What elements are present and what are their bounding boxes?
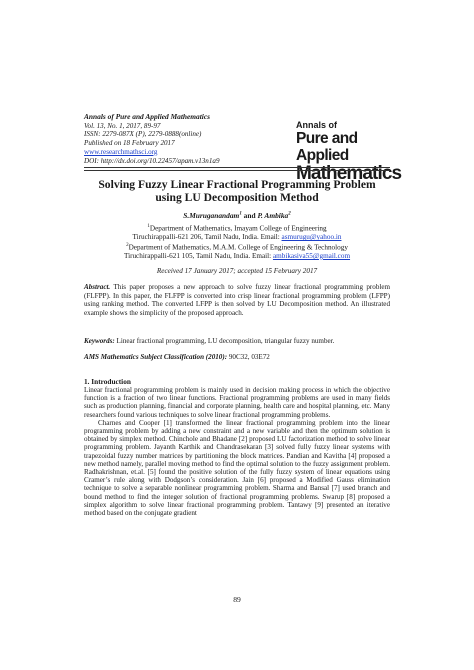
- logo-line-1: Annals of: [296, 120, 338, 130]
- affil-1-line-2: Tiruchirappalli-621 206, Tamil Nadu, India. Email:: [132, 233, 282, 242]
- paragraph: Charnes and Cooper [1] transformed the linear fractional programming problem into the linear programming problem by adding a new constraint and a new variable and then the optimum solution is obtained by simplex method. Chinchole and Bhadane [2] proposed LU factorization method to solve linear programming problem. Jayanth Karthik and Chandrasekaran [3] solved fully fuzzy linear systems with trapezoidal fuzzy number matrices by partitioning the block matrices. Pandian and Kavitha [4] proposed a new method namely, parallel moving method to find the optimal solution to the fuzzy assignment problem. Radhakrishnan, et.al. [5] found the positive solution of the fully fuzzy system of linear equations using Cramer’s rule along with Dodgson’s consideration. Jain [6] proposed a Modified Gauss elimination technique to solve a separable nonlinear programming problem. Sharma and Bansal [7] used branch and bound method to find the integer solution of fractional programming problems. Swarup [8] proposed a simplex algorithm to solve linear fractional programming problem. Tantawy [9] presented an iterative method based on the conjugate gradient: [84, 418, 390, 518]
- doi-line[interactable]: DOI: http://dx.doi.org/10.22457/apam.v13n1a9: [84, 156, 220, 165]
- affil-1-line-1: Department of Mathematics, Imayam College of Engineering: [149, 224, 327, 233]
- received-dates: Received 17 January 2017; accepted 15 February 2017: [156, 267, 318, 275]
- journal-issn: ISSN: 2279-087X (P), 2279-0888(online): [84, 130, 202, 139]
- ams-classification: [84, 353, 390, 362]
- author-line: [60, 211, 414, 220]
- affil-2-sup: 2: [126, 242, 129, 248]
- journal-logo: [296, 120, 402, 184]
- paper-title: [60, 178, 414, 205]
- ams-label: AMS Mathematics Subject Classification (2010):: [84, 353, 228, 361]
- header-rule: [84, 167, 390, 168]
- paragraph: Linear fractional programming problem is mainly used in decision making process in which the objective function is a fraction of two linear functions. Fractional programming problems are used in many fields such as production planning, financial and corporate planning, health care and hospital planning, etc. Many researchers found various techniques to solve linear fractional programming problems.: [84, 386, 390, 419]
- affil-2-line-2: Tiruchirappalli-621 105, Tamil Nadu, India. Email:: [123, 251, 273, 260]
- journal-volume: Vol. 13, No. 1, 2017, 89-97: [84, 121, 161, 130]
- page-number: 89: [233, 595, 241, 604]
- abstract-label: Abstract.: [84, 283, 111, 291]
- title-line-1: Solving Fuzzy Linear Fractional Programming Problem: [98, 178, 376, 191]
- affil-2-line-1: Department of Mathematics, M.A.M. College of Engineering & Technology: [128, 243, 348, 252]
- author-and: and: [241, 211, 258, 220]
- abstract-text: This paper proposes a new approach to solve fuzzy linear fractional programming problem (FLFPP). In this paper, the FLFPP is converted into crisp linear fractional programming problem (LFPP) using ranking method. The converted LFPP is then solved by LU Decomposition method. An illustrated example shows the simplicity of the proposed approach.: [84, 283, 390, 318]
- journal-header: [84, 113, 294, 165]
- logo-line-3: Mathematics: [296, 163, 402, 184]
- title-line-2: using LU Decomposition Method: [155, 191, 319, 205]
- author-1: S.Muruganandam: [183, 211, 240, 220]
- affil-1-sup: 1: [147, 224, 150, 229]
- section-heading: 1. Introduction: [84, 377, 131, 386]
- introduction-body: [84, 386, 390, 517]
- keywords-text: Linear fractional programming, LU decomposition, triangular fuzzy number.: [114, 337, 335, 345]
- keywords: [84, 337, 390, 346]
- journal-website-link[interactable]: www.researchmathsci.org: [84, 147, 158, 156]
- abstract: [84, 283, 390, 318]
- keywords-label: Keywords:: [84, 337, 115, 345]
- email-link-2[interactable]: ambikasiva55@gmail.com: [272, 251, 351, 260]
- ams-text: 90C32, 03E72: [227, 353, 270, 361]
- author-2: P. Ambika: [257, 211, 289, 220]
- author-1-sup: 1: [239, 211, 242, 217]
- email-link-1[interactable]: asmurugu@yahoo.in: [281, 233, 342, 242]
- journal-name: Annals of Pure and Applied Mathematics: [84, 112, 210, 121]
- logo-line-2: Pure and Applied: [296, 130, 358, 164]
- affiliations: [84, 223, 390, 261]
- header-rule-thin: [84, 170, 390, 171]
- author-2-sup: 2: [288, 211, 291, 217]
- published-date: Published on 18 February 2017: [84, 139, 175, 148]
